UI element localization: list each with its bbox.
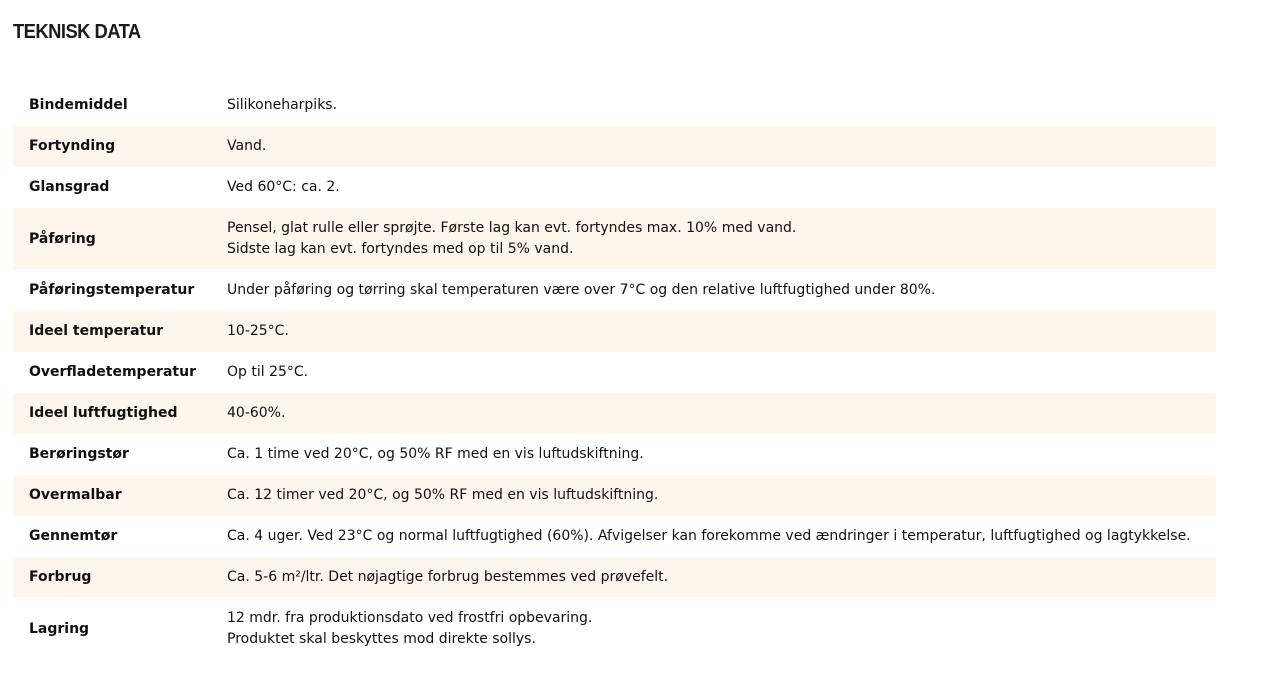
row-label: Påføringstemperatur <box>29 282 195 298</box>
value-line: Under påføring og tørring skal temperaturen være over 7°C og den relative luftfugtighed under 80%. <box>227 282 936 298</box>
row-value <box>211 516 1216 557</box>
row-value <box>211 270 1216 311</box>
value-line: Ca. 1 time ved 20°C, og 50% RF med en vis luftudskiftning. <box>227 446 644 462</box>
table-row <box>13 126 1216 167</box>
table-row <box>13 167 1216 208</box>
value-line: Ca. 5-6 m²/ltr. Det nøjagtige forbrug bestemmes ved prøvefelt. <box>227 569 669 585</box>
table-row <box>13 598 1216 660</box>
row-value <box>211 85 1216 126</box>
row-value <box>211 598 1216 660</box>
row-value <box>211 208 1216 270</box>
row-value <box>211 126 1216 167</box>
row-value <box>211 434 1216 475</box>
row-label: Bindemiddel <box>29 97 128 113</box>
value-line: Vand. <box>227 138 267 154</box>
row-value <box>211 557 1216 598</box>
table-row <box>13 85 1216 126</box>
row-label: Ideel luftfugtighed <box>13 393 211 434</box>
value-line: 12 mdr. fra produktionsdato ved frostfri opbevaring. <box>227 610 593 626</box>
value-line: Ca. 4 uger. Ved 23°C og normal luftfugtighed (60%). Afvigelser kan forekomme ved ændringer i temperatur, luftfugtighed og lagtykkelse. <box>227 528 1191 544</box>
row-label: Påføring <box>13 208 211 270</box>
table-row <box>13 208 1216 270</box>
value-line: Ved 60°C: ca. 2. <box>227 179 340 195</box>
table-row <box>13 352 1216 393</box>
row-value <box>211 475 1216 516</box>
table-row <box>13 434 1216 475</box>
value-line: Produktet skal beskyttes mod direkte sollys. <box>227 631 536 647</box>
row-label: Gennemtør <box>29 528 118 544</box>
technical-data-body <box>13 85 1216 660</box>
technical-data-table <box>13 85 1216 660</box>
row-value <box>211 311 1216 352</box>
row-label: Overfladetemperatur <box>29 364 196 380</box>
table-row <box>13 393 1216 434</box>
row-label: Overmalbar <box>13 475 211 516</box>
row-label: Fortynding <box>13 126 211 167</box>
table-row <box>13 475 1216 516</box>
value-line: Silikoneharpiks. <box>227 97 338 113</box>
table-row <box>13 557 1216 598</box>
row-label: Forbrug <box>13 557 211 598</box>
table-row <box>13 270 1216 311</box>
page-title: TEKNISK DATA <box>13 21 141 43</box>
row-value <box>211 393 1216 434</box>
row-value <box>211 352 1216 393</box>
value-line: 40-60%. <box>227 405 286 421</box>
row-label: Ideel temperatur <box>13 311 211 352</box>
value-line: 10-25°C. <box>227 323 289 339</box>
value-line: Ca. 12 timer ved 20°C, og 50% RF med en vis luftudskiftning. <box>227 487 659 503</box>
table-row <box>13 516 1216 557</box>
row-label: Berøringstør <box>29 446 129 462</box>
row-label: Lagring <box>29 620 90 637</box>
table-row <box>13 311 1216 352</box>
value-line: Pensel, glat rulle eller sprøjte. Første lag kan evt. fortyndes max. 10% med vand. <box>227 220 797 236</box>
row-value <box>211 167 1216 208</box>
value-line: Sidste lag kan evt. fortyndes med op til 5% vand. <box>227 241 574 257</box>
row-label: Glansgrad <box>29 179 110 195</box>
value-line: Op til 25°C. <box>227 364 309 380</box>
